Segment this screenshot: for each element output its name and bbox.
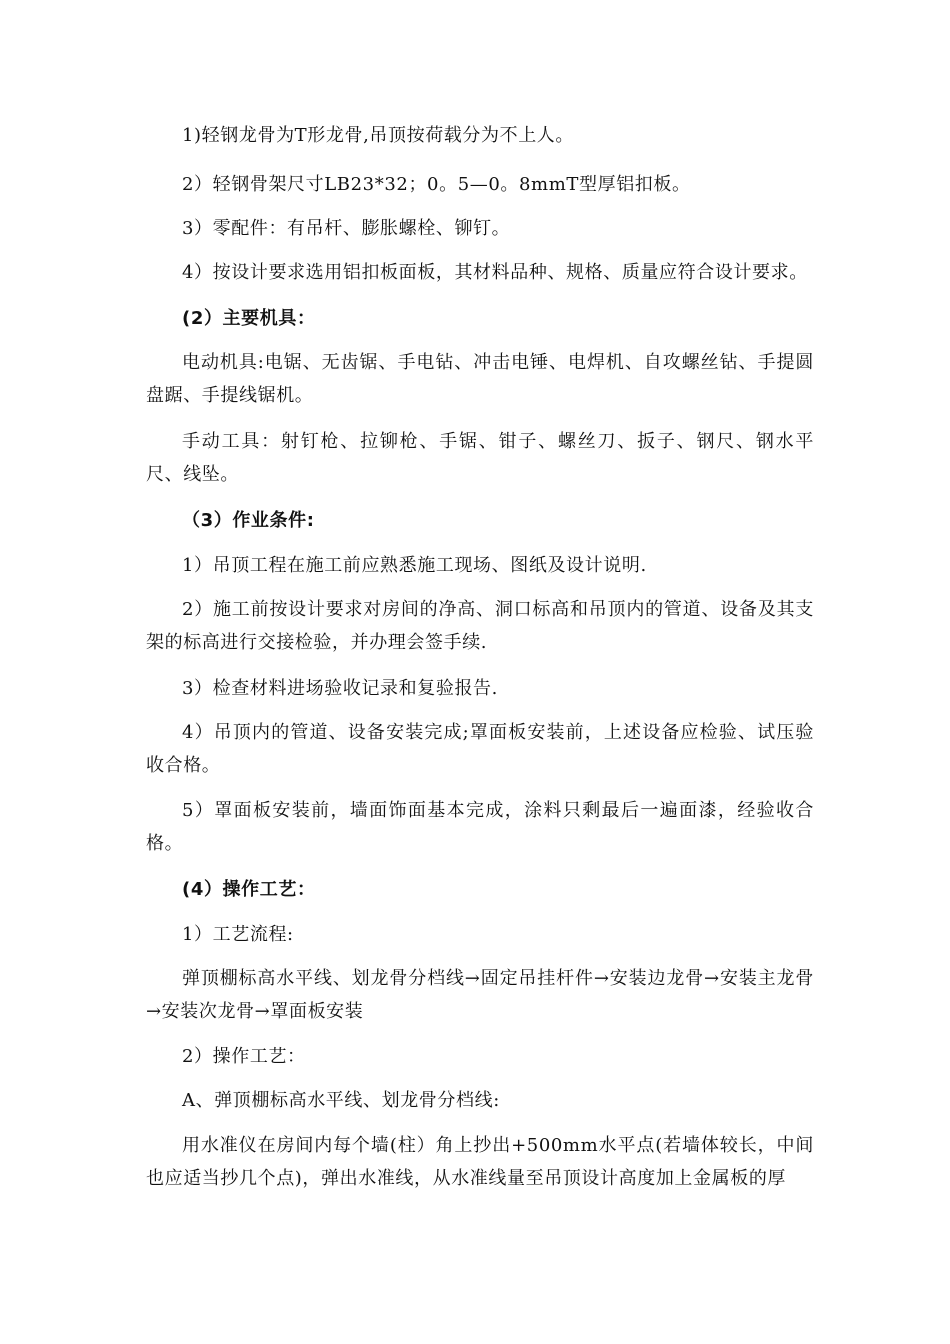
process-flow-label: 1）工艺流程: — [182, 924, 294, 945]
section-heading-process: (4）操作工艺： — [182, 879, 316, 900]
paragraph-2: 2）轻钢骨架尺寸LB23*32；0。5—0。8mmT型厚铝扣板。 — [182, 174, 691, 195]
condition-4: 4）吊顶内的管道、设备安装完成;罩面板安装前，上述设备应检验、试压验收合格。 — [146, 722, 814, 776]
operation-label: 2）操作工艺： — [182, 1046, 306, 1067]
condition-1: 1）吊顶工程在施工前应熟悉施工现场、图纸及设计说明. — [182, 555, 647, 576]
paragraph-1: 1)轻钢龙骨为T形龙骨,吊顶按荷载分为不上人。 — [182, 125, 574, 146]
condition-5: 5）罩面板安装前，墙面饰面基本完成，涂料只剩最后一遍面漆，经验收合格。 — [146, 800, 814, 854]
paragraph-3: 3）零配件：有吊杆、膨胀螺栓、铆钉。 — [182, 218, 511, 239]
process-flow: 弹顶棚标高水平线、划龙骨分档线→固定吊挂杆件→安装边龙骨→安装主龙骨→安装次龙骨→罩面板安装 — [146, 968, 814, 1022]
condition-3: 3）检查材料进场验收记录和复验报告. — [182, 678, 498, 699]
condition-2: 2）施工前按设计要求对房间的净高、洞口标高和吊顶内的管道、设备及其支架的标高进行交接检验，并办理会签手续. — [146, 599, 814, 653]
step-a-body: 用水准仪在房间内每个墙(柱）角上抄出+500mm水平点(若墙体较长，中间也应适当抄几个点)，弹出水准线，从水准线量至吊顶设计高度加上金属板的厚 — [146, 1135, 814, 1189]
section-heading-tools: (2）主要机具： — [182, 308, 316, 329]
section-heading-conditions: （3）作业条件: — [182, 510, 315, 531]
paragraph-power-tools: 电动机具:电锯、无齿锯、手电钻、冲击电锤、电焊机、自攻螺丝钻、手提圆盘踞、手提线锯机。 — [146, 352, 814, 406]
paragraph-4: 4）按设计要求选用铝扣板面板，其材料品种、规格、质量应符合设计要求。 — [182, 262, 808, 283]
paragraph-hand-tools: 手动工具：射钉枪、拉铆枪、手锯、钳子、螺丝刀、扳子、钢尺、钢水平尺、线坠。 — [146, 431, 814, 485]
step-a-title: A、弹顶棚标高水平线、划龙骨分档线: — [182, 1090, 500, 1111]
